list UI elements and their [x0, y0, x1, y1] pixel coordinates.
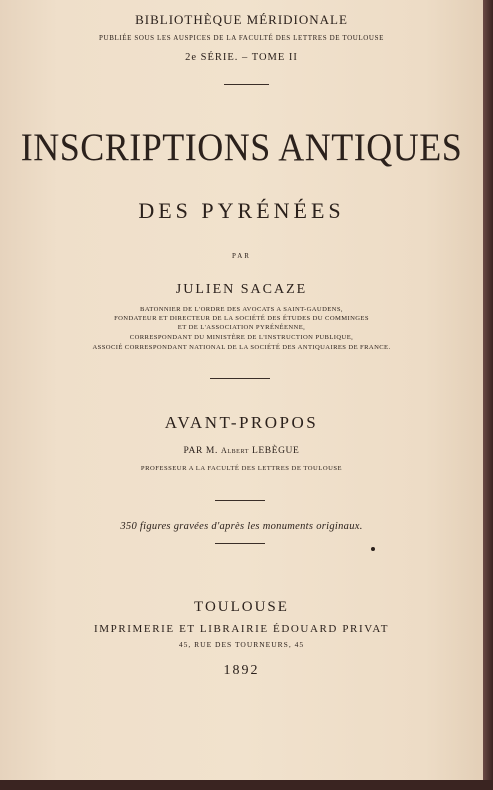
author-credential: BATONNIER DE L'ORDRE DES AVOCATS A SAINT-GAUDENS,	[140, 306, 343, 313]
author-credential: ET DE L'ASSOCIATION PYRÉNÉENNE,	[177, 324, 306, 331]
avant-propos-role: PROFESSEUR A LA FACULTÉ DES LETTRES DE TOULOUSE	[140, 465, 343, 472]
divider-lower	[215, 500, 265, 501]
ink-mark	[371, 547, 375, 551]
series-subtitle: PUBLIÉE SOUS LES AUSPICES DE LA FACULTÉ DES LETTRES DE TOULOUSE	[99, 34, 384, 42]
figures-note: 350 figures gravées d'après les monuments originaux.	[120, 521, 363, 532]
imprint-printer: IMPRIMERIE ET LIBRAIRIE ÉDOUARD PRIVAT	[93, 623, 390, 635]
divider-top	[224, 84, 269, 85]
avant-propos-surname: LEBÈGUE	[251, 446, 300, 456]
divider-lower-2	[215, 543, 265, 544]
main-subtitle: DES PYRÉNÉES	[138, 198, 345, 223]
imprint-year: 1892	[223, 663, 260, 678]
series-tome: 2e SÉRIE. – TOME II	[185, 52, 298, 63]
page-edge-right	[483, 0, 493, 790]
avant-propos-by-prefix: PAR M.	[183, 446, 218, 456]
author-name: JULIEN SACAZE	[175, 282, 308, 297]
author-credential: FONDATEUR ET DIRECTEUR DE LA SOCIÉTÉ DES ÉTUDES DU COMMINGES	[114, 315, 369, 322]
by-label: PAR	[232, 252, 251, 260]
avant-propos-author	[0, 447, 483, 457]
imprint-city: TOULOUSE	[194, 599, 289, 615]
page-edge-bottom	[0, 780, 493, 790]
series-title: BIBLIOTHÈQUE MÉRIDIONALE	[135, 12, 348, 27]
divider-middle	[210, 378, 270, 379]
author-credential: CORRESPONDANT DU MINISTÈRE DE L'INSTRUCTION PUBLIQUE,	[129, 334, 354, 341]
avant-propos-title: AVANT-PROPOS	[164, 413, 319, 432]
imprint-address: 45, RUE DES TOURNEURS, 45	[178, 640, 305, 649]
main-title: INSCRIPTIONS ANTIQUES	[20, 125, 463, 169]
author-credential: ASSOCIÉ CORRESPONDANT NATIONAL DE LA SOCIÉTÉ DES ANTIQUAIRES DE FRANCE.	[92, 344, 391, 351]
avant-propos-first-name: Albert	[220, 446, 249, 455]
